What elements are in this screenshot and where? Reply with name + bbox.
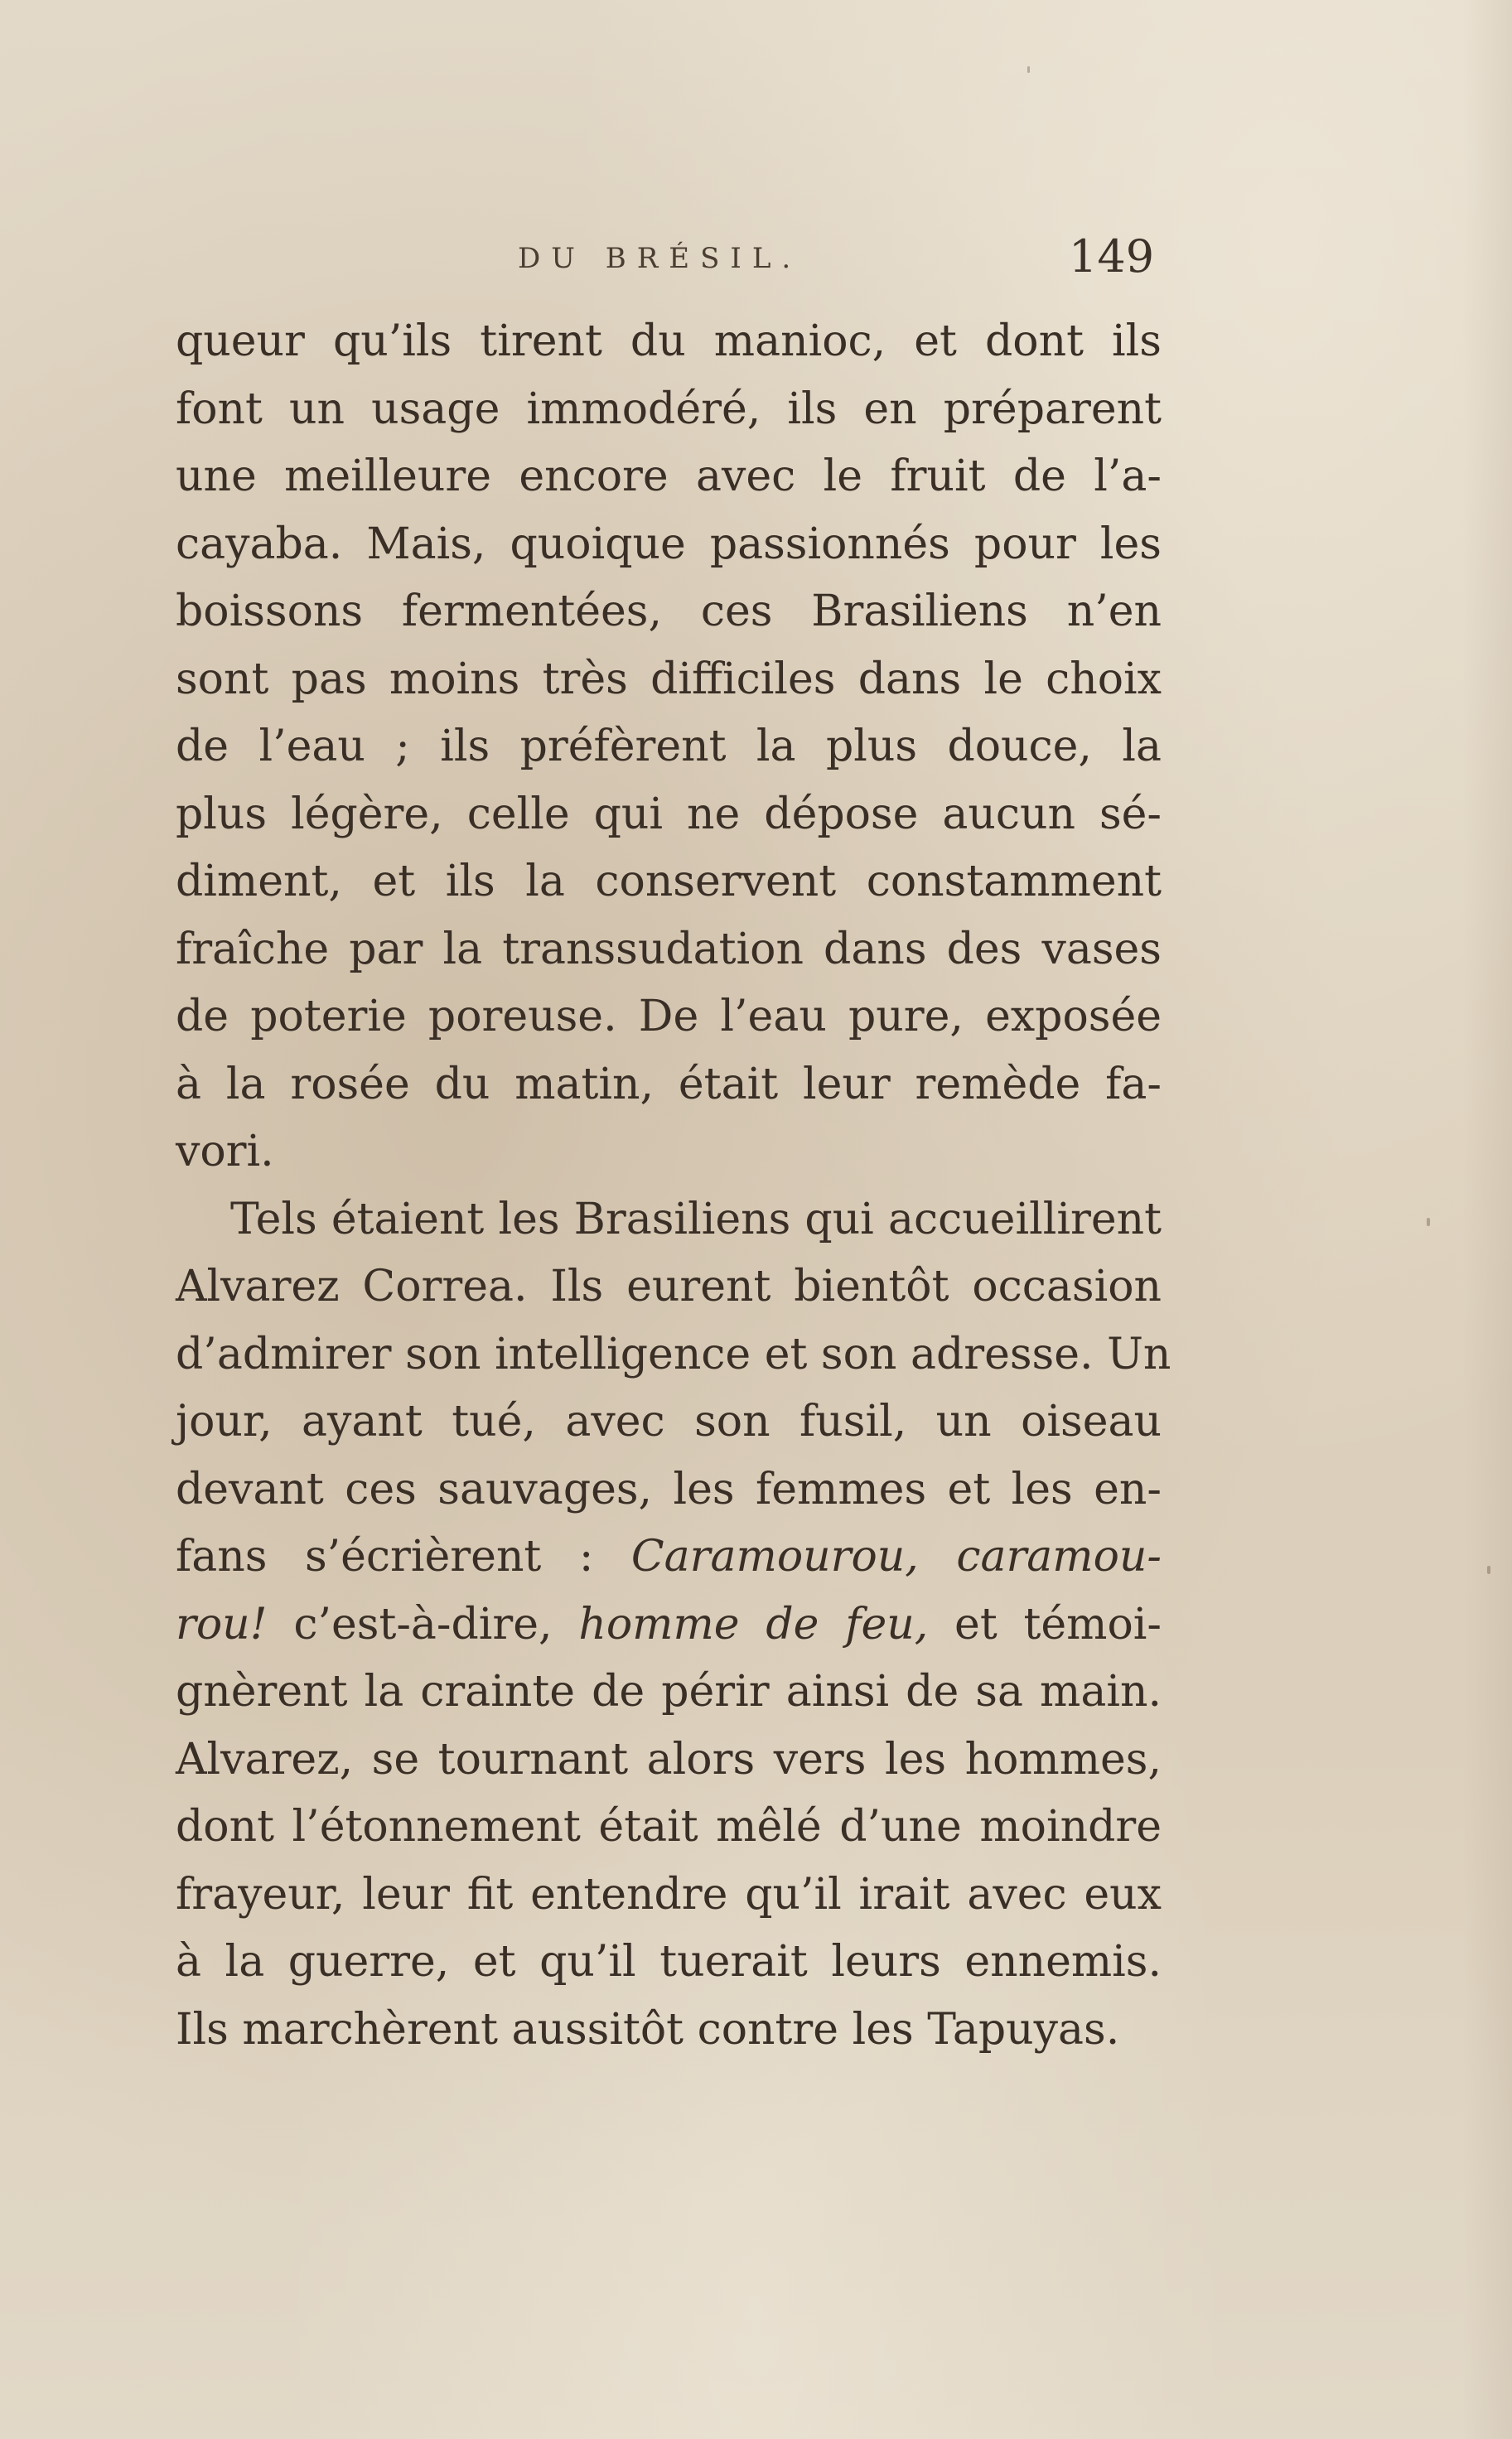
text-line: rou! c’est-à-dire, homme de feu, et témoi- (176, 1599, 1162, 1649)
text-line: sont pas moins très difficiles dans le choix (176, 654, 1162, 704)
text-line: Alvarez Correa. Ils eurent bientôt occasion (176, 1262, 1162, 1311)
page-header (0, 230, 1512, 283)
italic-text: Caramourou, caramou- (630, 1532, 1162, 1582)
text-line: Ils marchèrent aussitôt contre les Tapuyas. (176, 2004, 1120, 2055)
text-line: frayeur, leur fit entendre qu’il irait avec eux (176, 1869, 1162, 1920)
text-line: d’admirer son intelligence et son adresse. Un (176, 1329, 1171, 1379)
text-line: plus légère, celle qui ne dépose aucun sé- (176, 789, 1162, 839)
text-line: jour, ayant tué, avec son fusil, un oiseau (176, 1397, 1162, 1446)
text-line: queur qu’ils tirent du manioc, et dont ils (176, 316, 1162, 366)
text-line: Tels étaient les Brasiliens qui accueillirent (230, 1194, 1162, 1244)
text-line: font un usage immodéré, ils en préparent (176, 384, 1162, 434)
text-line: cayaba. Mais, quoique passionnés pour les (176, 519, 1162, 569)
text-line: dont l’étonnement était mêlé d’une moindre (176, 1802, 1162, 1852)
page-gutter-shadow (1462, 0, 1512, 2439)
text-line: devant ces sauvages, les femmes et les en- (176, 1464, 1162, 1514)
italic-text: rou! (176, 1599, 268, 1649)
text-line: vori. (176, 1127, 274, 1176)
italic-text: homme de feu, (578, 1599, 929, 1649)
text-line: fans s’écrièrent : Caramourou, caramou- (176, 1532, 1162, 1582)
paper-speck (1027, 66, 1030, 73)
text-line: boissons fermentées, ces Brasiliens n’en (176, 587, 1162, 636)
paper-speck (1487, 1566, 1490, 1574)
text-line: une meilleure encore avec le fruit de l’a- (176, 452, 1162, 501)
body-text (176, 308, 1171, 2064)
paper-speck (1427, 1218, 1430, 1226)
text-line: à la rosée du matin, était leur remède fa- (176, 1059, 1162, 1109)
text-line: diment, et ils la conservent constamment (176, 857, 1162, 906)
text-line: fraîche par la transsudation dans des vases (176, 924, 1162, 974)
running-title: DU BRÉSIL. (518, 242, 802, 275)
text-line: à la guerre, et qu’il tuerait leurs ennemis. (176, 1937, 1162, 1987)
page-number: 149 (1069, 230, 1155, 283)
text-line: gnèrent la crainte de périr ainsi de sa main. (176, 1667, 1162, 1717)
text-line: Alvarez, se tournant alors vers les hommes, (176, 1734, 1162, 1785)
text-line: de l’eau ; ils préfèrent la plus douce, la (176, 722, 1162, 771)
text-line: de poterie poreuse. De l’eau pure, exposée (176, 992, 1162, 1041)
